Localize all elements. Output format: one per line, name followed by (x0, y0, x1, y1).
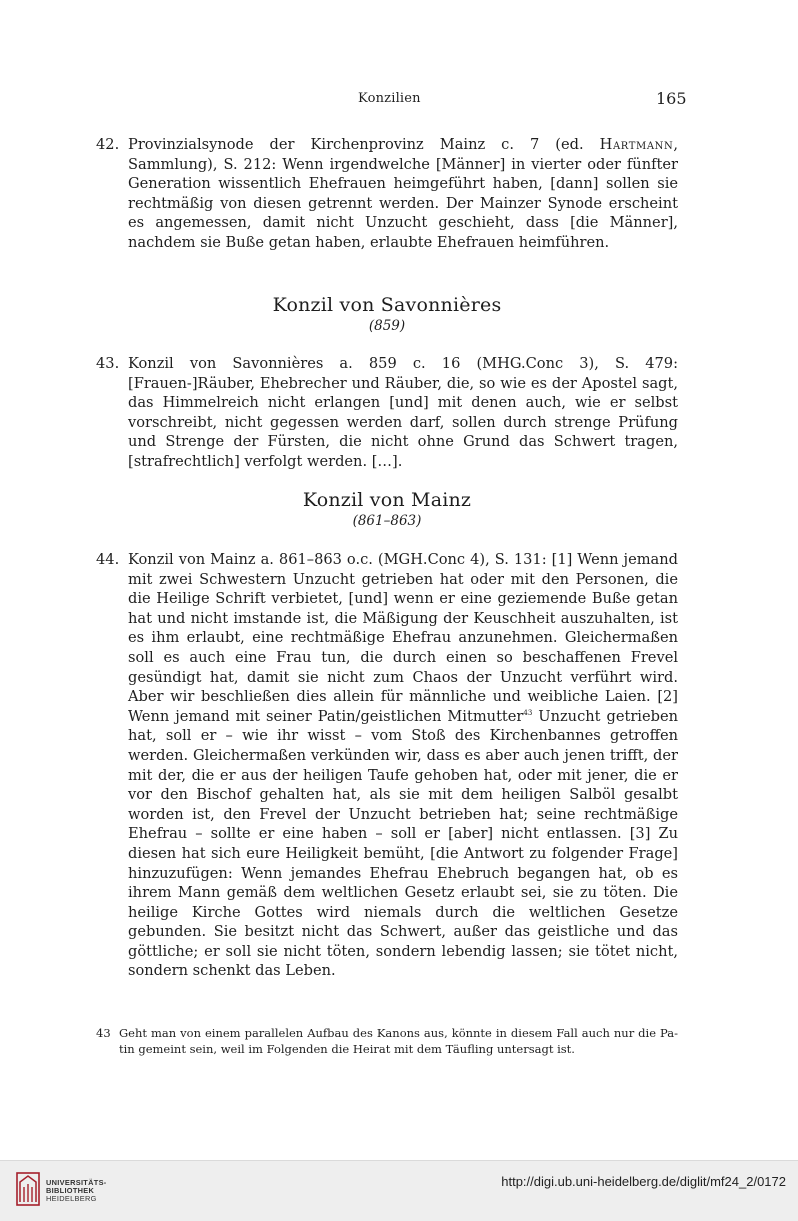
library-logo[interactable] (16, 1170, 126, 1210)
footnote-number: 43 (96, 1026, 111, 1040)
entry-text: Konzil von Savonnières a. 859 c. 16 (MHG.Conc 3), S. 479: [Frauen-]Räuber, Ehebrecher und Räuber, die, so wie es der Apostel sagt, das Himmelreich nicht erlangen [und] mit denen auch, wie er selbst vorschreibt, nicht gegessen werden darf, sollen durch strenge Prüfung und Strenge der Fürsten, die nicht ohne Grund das Schwert tragen, [strafrechtlich] verfolgt werden. […]. (128, 355, 678, 470)
entry-text-part: Unzucht getrieben hat, soll er – wie ihr wisst – vom Stoß des Kirchenbannes getroffen werden. Gleichermaßen verkünden wir, dass es aber auch jenen trifft, der mit der, die er aus der heiligen Taufe gehoben hat, oder mit jener, die er vor den Bischof gehalten hat, als sie mit dem heiligen Salböl gesalbt worden ist, den Frevel der Unzucht betrieben hat; seine rechtmäßige Ehefrau – sollte er eine haben – soll er [aber] nicht entlassen. [3] Zu diesen hat sich eure Heiligkeit bemüht, [die Antwort zu folgender Frage] hinzuzufügen: Wenn jemandes Ehefrau Ehebruch begangen hat, ob es ihrem Mann gemäß dem weltlichen Gesetz erlaubt sei, sie zu töten. Die heilige Kirche Gottes wird niemals durch die weltlichen Gesetze gebunden. Sie besitzt nicht das Schwert, außer das geistliche und das göttliche; er soll sie nicht töten, sondern lebendig lassen; sie tötet nicht, sondern schenkt das Leben. (128, 707, 678, 980)
section-heading-mainz (96, 488, 678, 530)
entry-text (128, 550, 678, 981)
footnote-text: Geht man von einem parallelen Aufbau des Kanons aus, könnte in diesem Fall auch nur die Patin gemeint sein, weil im Folgenden die Heirat mit dem Täufling untersagt ist. (119, 1026, 678, 1056)
entry-number: 44. (96, 551, 120, 568)
entry-43 (96, 354, 678, 472)
entry-text-part: Provinzialsynode der Kirchenprovinz Mainz c. 7 (ed. (128, 136, 600, 153)
entry-text-part: Konzil von Mainz a. 861–863 o.c. (MGH.Conc 4), S. 131: [1] Wenn jemand mit zwei Schwestern Unzucht getrieben hat oder mit den Personen, die die Heilige Schrift verbietet, [und] wenn er eine geziemende Buße getan hat und nicht imstande ist, die Mäßigung der Keuschheit auszuhalten, ist es ihm erlaubt, eine rechtmäßige Ehefrau anzunehmen. Gleichermaßen soll es auch eine Frau tun, die durch einen so beschaffenen Frevel gesündigt hat, damit sie nicht zum Chaos der Unzucht verführt wird. Aber wir beschließen dies allein für männliche und weibliche Laien. [2] Wenn jemand mit seiner Patin/geistlichen Mitmutter (128, 551, 678, 725)
library-logo-icon (16, 1172, 40, 1206)
section-date: (861–863) (352, 513, 422, 529)
footnote-reference[interactable]: 43 (523, 708, 533, 717)
entry-44 (96, 550, 678, 981)
page-number: 165 (656, 89, 687, 108)
running-head (0, 91, 798, 111)
section-heading-savonnieres (96, 293, 678, 335)
entry-number: 42. (96, 136, 120, 153)
editor-name: Hartmann (599, 136, 674, 153)
running-head-title: Konzilien (358, 91, 421, 106)
entry-text (128, 135, 678, 253)
logo-line: HEIDELBERG (46, 1194, 97, 1204)
permalink-url[interactable]: http://digi.ub.uni-heidelberg.de/diglit/mf24_2/0172 (501, 1174, 786, 1189)
entry-number: 43. (96, 355, 120, 372)
section-title: Konzil von Savonnières (272, 294, 502, 316)
footnote-43 (96, 1025, 678, 1057)
section-date: (859) (368, 318, 406, 334)
viewer-footer (0, 1160, 798, 1221)
entry-42 (96, 135, 678, 253)
logo-line: BIBLIOTHEK (46, 1186, 95, 1196)
logo-line: UNIVERSITÄTS- (46, 1178, 107, 1187)
library-logo-text (46, 1179, 107, 1204)
section-title: Konzil von Mainz (302, 489, 472, 511)
entry-text-part: , Sammlung), S. 212: Wenn irgendwelche [Männer] in vierter oder fünfter Generation wissentlich Ehefrauen heimgeführt haben, [dann] sollen sie rechtmäßig von diesen getrennt werden. Der Mainzer Synode erscheint es angemessen, damit nicht Unzucht geschieht, dass [die Männer], nachdem sie Buße getan haben, erlaubte Ehefrauen heimführen. (128, 136, 678, 251)
